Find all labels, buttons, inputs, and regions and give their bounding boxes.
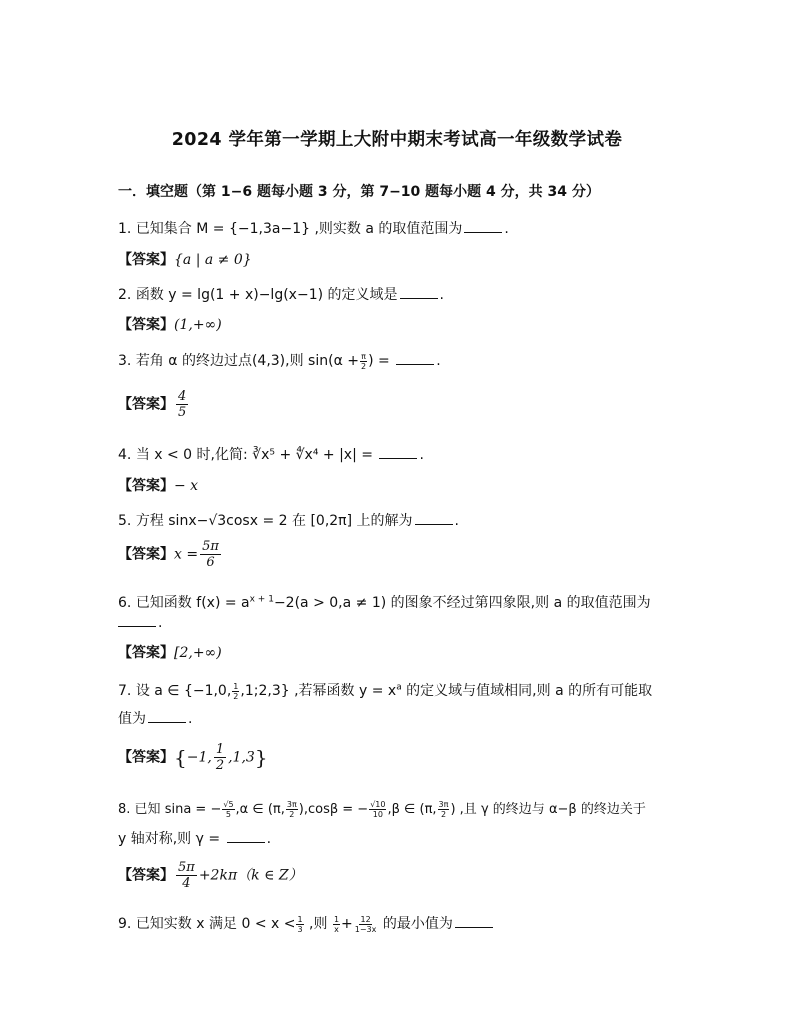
answer-blank [464, 220, 502, 233]
answer-blank [455, 915, 493, 928]
answer-blank [400, 286, 438, 299]
exam-title: 2024 学年第一学期上大附中期末考试高一年级数学试卷 [171, 130, 623, 150]
answer-fraction: $\frac{4}{5}$ [178, 389, 187, 420]
answer-4: 【答案】− x [118, 478, 199, 494]
answer-blank [415, 512, 453, 525]
question-7: 7. 设 a ∈ {−1,0, $\frac{1}{2}$ ,1;2,3} ,若幂函数 $y = x^a$ 的定义域与值域相同,则 a 的所有可能取 [118, 681, 653, 701]
question-4: 4. 当 x < 0 时,化简: ∛x⁵ + ∜x⁴ + |x| = . [118, 447, 424, 463]
question-8: 8. 已知 sina = − $\frac{√5}{5}$ ,α ∈ (π, $\frac{3\pi}{2}$ ),cosβ = − $\frac{√10}{10}$ ,β ∈ (π, $\frac{3\pi}{2}$ ) ,且 γ 的终边与 α−β 的终边关于 [118, 800, 646, 819]
question-2: 2. 函数 y = lg(1 + x)−lg(x−1) 的定义域是 . [118, 287, 444, 303]
answer-blank [148, 710, 186, 723]
question-7-line2: 值为 . [118, 711, 193, 727]
section-heading: 一．填空题（第 1−6 题每小题 3 分，第 7−10 题每小题 4 分，共 34 分） [118, 184, 600, 200]
answer-fraction: $\frac{5\pi}{6}$ [202, 539, 219, 570]
answer-3: 【答案】 $\frac{4}{5}$ [118, 389, 187, 420]
pi-over-2: $\frac{\pi}{2}$ [360, 351, 367, 371]
answer-2: 【答案】(1,+∞) [118, 317, 222, 333]
answer-7: 【答案】{−1, $\frac{1}{2}$ ,1,3} [118, 742, 268, 773]
answer-blank [118, 614, 156, 627]
answer-5: 【答案】x = $\frac{5\pi}{6}$ [118, 539, 219, 570]
answer-1: 【答案】{a | a ≠ 0} [118, 252, 252, 268]
question-5: 5. 方程 sinx−√3cosx = 2 在 [0,2π] 上的解为 . [118, 513, 459, 529]
question-9: 9. 已知实数 x 满足 0 < x < $\frac{1}{3}$ ,则 $\frac{1}{x}$ + $\frac{12}{1-3x}$ 的最小值为 [118, 913, 495, 934]
answer-blank [227, 830, 265, 843]
question-6: 6. 已知函数 $f(x) = a^{x + 1}-2(a > 0,a \ne 1)$ 的图象不经过第四象限,则 a 的取值范围为 [118, 594, 651, 611]
answer-8: 【答案】 $\frac{5\pi}{4}$ +2kπ（k ∈ Z） [118, 860, 303, 891]
question-8-line2: y 轴对称,则 γ = . [118, 831, 272, 847]
answer-blank [396, 352, 434, 365]
question-3: 3. 若角 α 的终边过点(4,3),则 sin(α + $\frac{\pi}{2}$ ) = . [118, 351, 441, 371]
answer-blank [379, 446, 417, 459]
question-1: 1. 已知集合 M = {−1,3a−1} ,则实数 a 的取值范围为 . [118, 221, 509, 237]
answer-6: 【答案】[2,+∞) [118, 645, 222, 661]
question-6-line2: . [118, 614, 162, 631]
